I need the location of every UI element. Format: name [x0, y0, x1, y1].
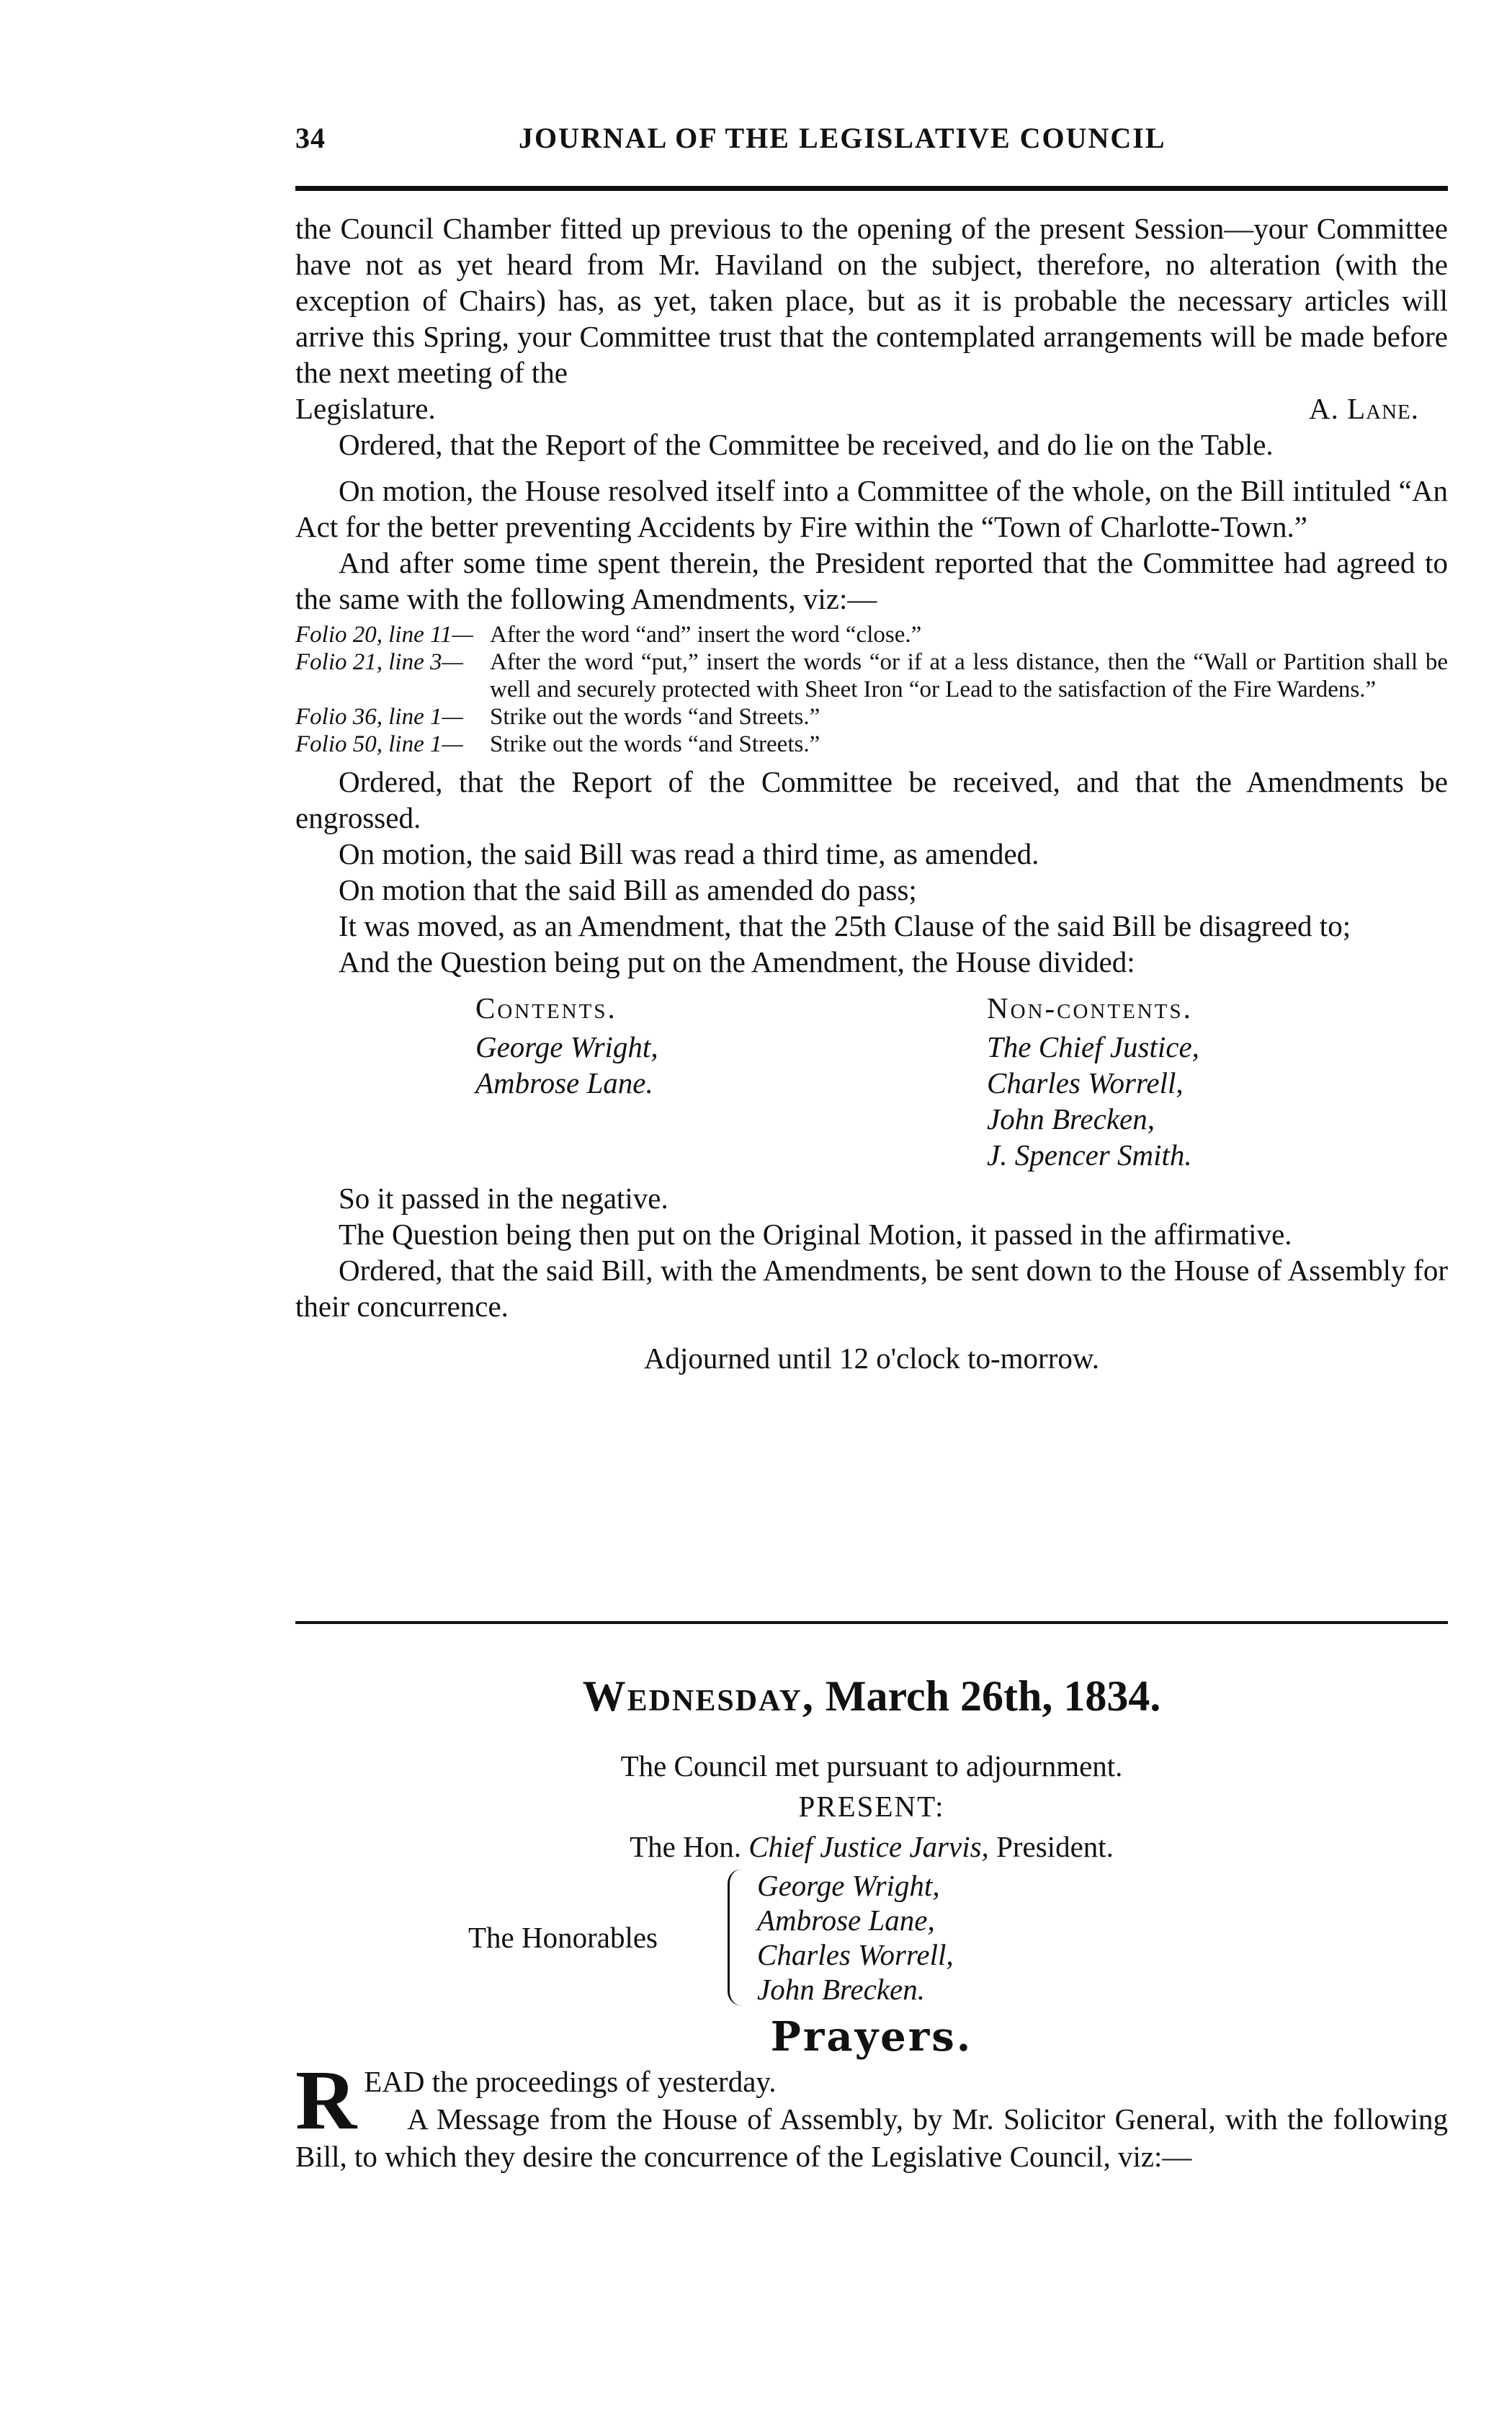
non-contents-member: Charles Worrell,: [987, 1066, 1184, 1099]
after-time-paragraph: And after some time spent therein, the President reported that the Committee had agreed to the same with the following Amendments, viz:—: [295, 546, 1448, 615]
day-weekday: Wednesday,: [582, 1672, 815, 1720]
present-heading: PRESENT:: [798, 1790, 945, 1823]
president-line: [295, 1828, 1448, 1865]
non-contents-member: J. Spencer Smith.: [987, 1138, 1192, 1172]
non-contents-heading: Non-contents.: [987, 991, 1193, 1025]
contents-column: [295, 990, 936, 1173]
ordered-report-paragraph: Ordered, that the Report of the Committee be received, and do lie on the Table.: [339, 428, 1274, 461]
original-motion-paragraph: The Question being then put on the Original Motion, it passed in the affirmative.: [339, 1218, 1292, 1251]
honorables-names: [757, 1868, 954, 2007]
amendment-row: [295, 731, 1448, 758]
question-put-paragraph: And the Question being put on the Amendment, the House divided:: [339, 945, 1135, 978]
day-heading: [295, 1672, 1448, 1721]
president-prefix: The Hon.: [630, 1830, 741, 1863]
honorable-member: John Brecken.: [757, 1973, 925, 2006]
header-rule: [295, 186, 1448, 191]
section-rule: [295, 1621, 1448, 1624]
page-header: [295, 117, 1448, 160]
report-last-line: Legislature.: [295, 392, 436, 425]
contents-member: Ambrose Lane.: [475, 1066, 653, 1099]
prayers-heading: Prayers.: [770, 2013, 973, 2061]
proceedings-body: [295, 210, 1448, 1376]
read-proceedings-text: EAD the proceedings of yesterday.: [364, 2065, 777, 2098]
third-reading-paragraph: On motion, the said Bill was read a third time, as amended.: [339, 837, 1039, 870]
amendment-folio: Folio 21, line 3—: [295, 649, 463, 675]
report-continuation: the Council Chamber fitted up previous to the opening of the present Session—your Committee have not as yet heard from Mr. Haviland on the subject, therefore, no alteration (with the exception of Chairs) has, as yet, taken place, but as it is probable the necessary articles will arrive this Spring, your Committee trust that the contemplated arrangements will be made before the next meeting of the: [295, 212, 1448, 389]
non-contents-column: [936, 990, 1448, 1173]
amendment-row: [295, 621, 1448, 648]
committee-signature: A. Lane.: [1308, 392, 1419, 425]
motion-committee-paragraph: On motion, the House resolved itself into a Committee of the whole, on the Bill intituled “An Act for the better preventing Accidents by Fire within the “Town of Charlotte-Town.”: [295, 474, 1448, 543]
contents-heading: Contents.: [475, 991, 617, 1025]
honorables-group: [468, 1868, 1448, 2007]
day-date: March 26th, 1834.: [825, 1672, 1161, 1720]
division-list: [295, 990, 1448, 1173]
running-title: JOURNAL OF THE LEGISLATIVE COUNCIL: [519, 122, 1166, 154]
negative-paragraph: So it passed in the negative.: [339, 1182, 668, 1215]
contents-member: George Wright,: [475, 1030, 658, 1063]
honorable-member: George Wright,: [757, 1869, 940, 1902]
amendment-text: After the word “put,” insert the words “or if at a less distance, then the “Wall or Partition shall be well and securely protected with Sheet Iron “or Lead to the satisfaction of the Fire Wardens.”: [490, 649, 1448, 702]
left-brace-icon: [728, 1869, 747, 2006]
amendment-row: [295, 703, 1448, 731]
signature-line: [295, 391, 1448, 427]
amendment-folio: Folio 36, line 1—: [295, 704, 463, 730]
amendment-folio: Folio 20, line 11—: [295, 622, 473, 648]
ordered-engrossed-paragraph: Ordered, that the Report of the Committee be received, and that the Amendments be engrossed.: [295, 765, 1448, 834]
ordered-sent-paragraph: Ordered, that the said Bill, with the Amendments, be sent down to the House of Assembly for their concurrence.: [295, 1254, 1448, 1323]
council-met-line: The Council met pursuant to adjournment.: [620, 1749, 1123, 1783]
moved-amendment-paragraph: It was moved, as an Amendment, that the 25th Clause of the said Bill be disagreed to;: [339, 909, 1351, 942]
amendments-list: [295, 621, 1448, 758]
non-contents-member: The Chief Justice,: [987, 1030, 1199, 1063]
president-name: Chief Justice Jarvis,: [748, 1830, 989, 1863]
honorables-label: The Honorables: [468, 1921, 658, 1954]
non-contents-member: John Brecken,: [987, 1102, 1155, 1136]
new-day-proceedings: [295, 1747, 1448, 2175]
honorable-member: Charles Worrell,: [757, 1938, 954, 1971]
president-suffix: President.: [996, 1830, 1114, 1863]
amendment-folio: Folio 50, line 1—: [295, 731, 463, 757]
drop-cap: R: [295, 2053, 357, 2147]
amendment-row: [295, 648, 1448, 703]
motion-pass-paragraph: On motion that the said Bill as amended do pass;: [339, 873, 917, 906]
amendment-text: After the word “and” insert the word “close.”: [490, 622, 922, 648]
page-number: 34: [295, 122, 326, 154]
message-paragraph: A Message from the House of Assembly, by Mr. Solicitor General, with the following Bill, to which they desire the concurrence of the Legislative Council, viz:—: [295, 2102, 1448, 2173]
amendment-text: Strike out the words “and Streets.”: [490, 731, 820, 757]
honorable-member: Ambrose Lane,: [757, 1904, 935, 1937]
amendment-text: Strike out the words “and Streets.”: [490, 704, 820, 730]
read-proceedings-paragraph: [295, 2053, 1448, 2175]
adjourned-line: Adjourned until 12 o'clock to-morrow.: [643, 1342, 1100, 1375]
